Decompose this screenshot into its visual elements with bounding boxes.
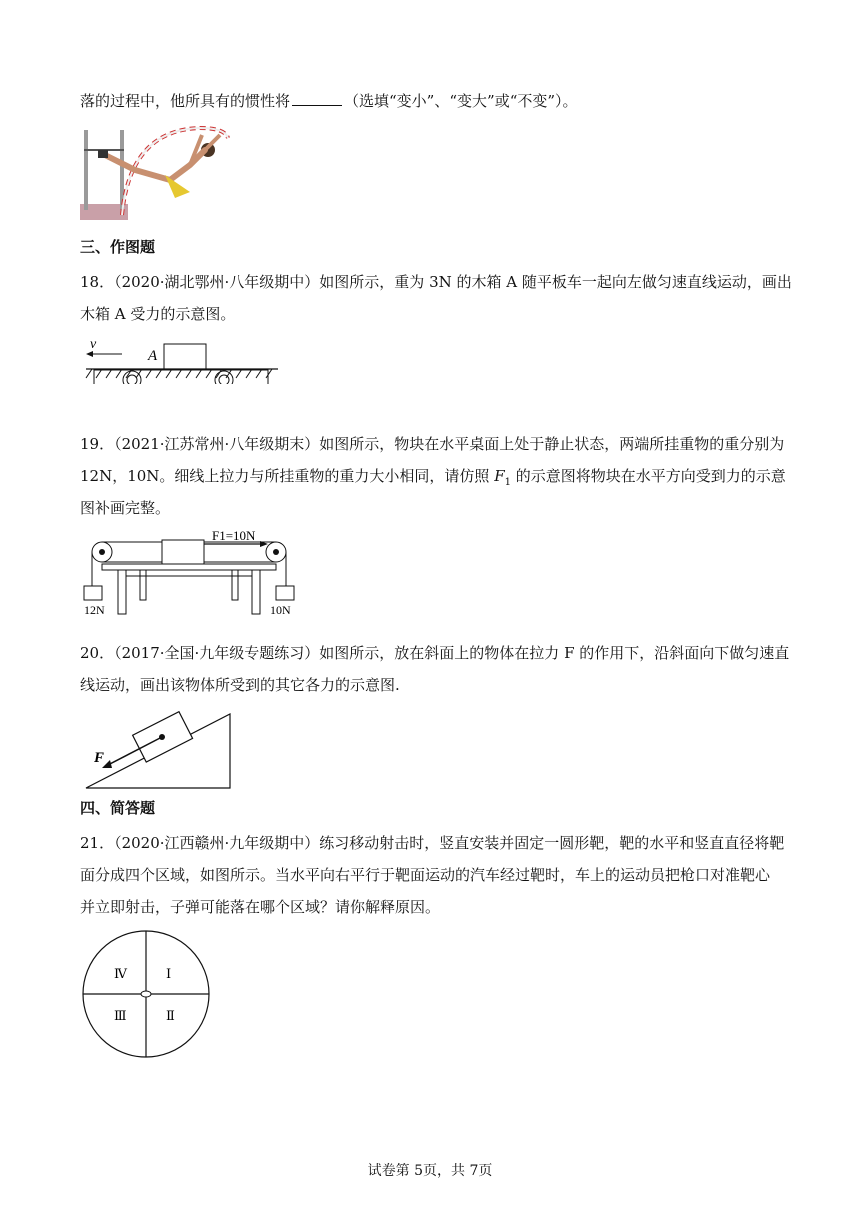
q20-text-line1: 20．（2017·全国·九年级专题练习）如图所示，放在斜面上的物体在拉力 F 的作用下，沿斜面向下做匀速直: [80, 644, 790, 662]
region-1-label: Ⅰ: [166, 966, 172, 981]
weight-left: [84, 586, 102, 600]
q20-text-line2: 线运动，画出该物体所受到的其它各力的示意图.: [80, 676, 400, 694]
ground-hatching: [82, 366, 282, 380]
q17-text-b: （选填“变小”、“变大”或“不变”）。: [344, 92, 578, 110]
left-weight-label: 12N: [84, 603, 105, 617]
page-footer: 试卷第 5页，共 7页: [367, 1163, 493, 1179]
bullseye: [141, 991, 151, 997]
table-top: [102, 564, 276, 570]
target-figure: [80, 930, 216, 1060]
section-heading-drawing: 三、作图题: [80, 238, 156, 256]
velocity-label: v: [90, 337, 97, 352]
q17-text-a: 落的过程中，他所具有的惯性将: [80, 92, 291, 110]
q21-text-line3: 并立即射击，子弹可能落在哪个区域？请你解释原因。: [80, 898, 441, 916]
q19-text-line1: 19．（2021·江苏常州·八年级期末）如图所示，物块在水平桌面上处于静止状态，两端所挂重物的重分别为: [80, 435, 785, 453]
q18-text-line1: 18．（2020·湖北鄂州·八年级期中）如图所示，重为 3N 的木箱 A 随平板车一起向左做匀速直线运动，画出: [80, 273, 792, 291]
q21-text-line1: 21．（2020·江西赣州·九年级期中）练习移动射击时，竖直安装并固定一圆形靶，靶的水平和竖直直径将靶: [80, 834, 785, 852]
block: [162, 540, 204, 564]
region-4-label: Ⅳ: [114, 966, 127, 981]
region-2-label: Ⅱ: [166, 1008, 175, 1023]
q17-text: [80, 90, 578, 111]
section-heading-short-answer: 四、简答题: [80, 799, 156, 817]
q19-text-line2-a: 12N，10N。细线上拉力与所挂重物的重力大小相同，请仿照: [80, 467, 495, 485]
q19-text-line2: [80, 465, 786, 488]
q18-text-line2: 木箱 A 受力的示意图。: [80, 305, 236, 323]
incline-figure: [84, 704, 234, 790]
q21-text-line2: 面分成四个区域，如图所示。当水平向右平行于靶面运动的汽车经过靶时，车上的运动员把枪口对准靶心: [80, 866, 771, 884]
f1-symbol: F: [494, 467, 505, 485]
box-a-label: A: [148, 348, 158, 364]
q19-text-line3: 图补画完整。: [80, 499, 171, 517]
q19-text-line2-b: 的示意图将物块在水平方向受到力的示意: [511, 467, 786, 485]
region-3-label: Ⅲ: [114, 1008, 127, 1023]
force-f-label: F: [94, 750, 105, 766]
pulley-table-figure: [80, 526, 300, 618]
weight-right: [276, 586, 294, 600]
f1-subscript: 1: [504, 477, 511, 488]
answer-blank: [292, 93, 342, 106]
pole-vault-figure: [80, 120, 230, 220]
right-weight-label: 10N: [270, 603, 291, 617]
f1-label: F1=10N: [212, 528, 256, 543]
